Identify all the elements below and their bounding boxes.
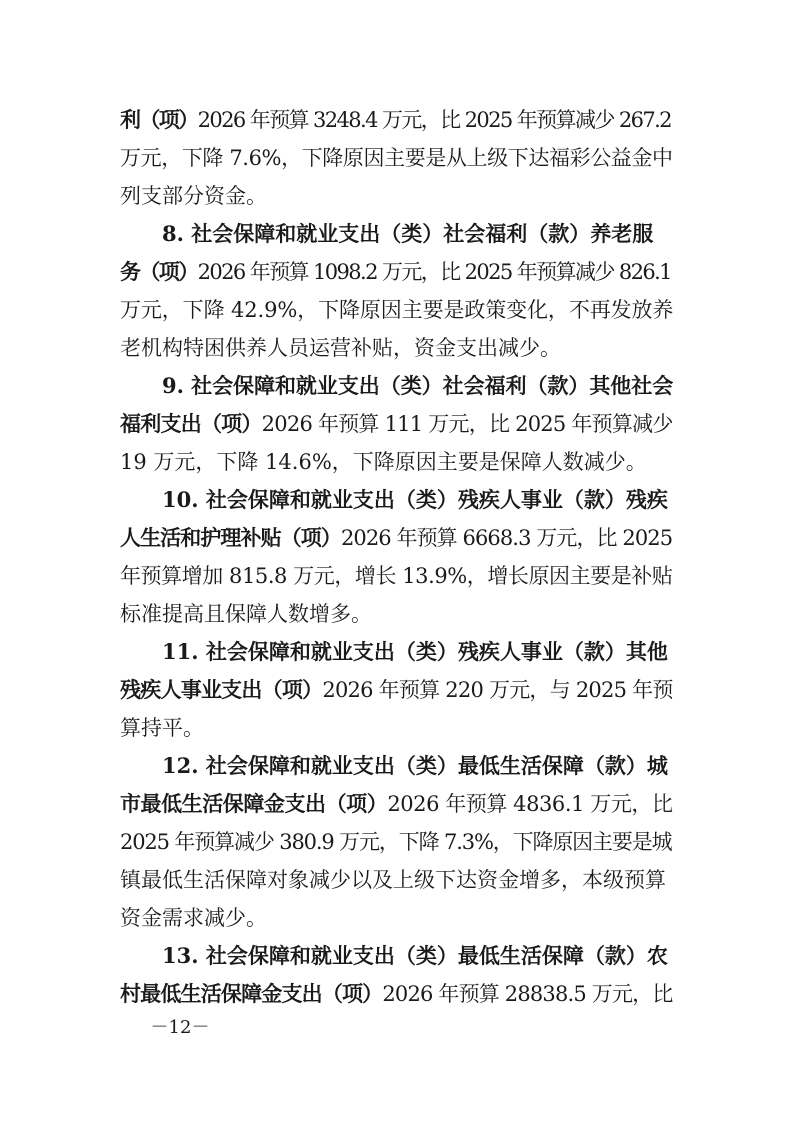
bold-heading: 10. 社会保障和就业支出（类）残疾人事业（款）残疾 xyxy=(162,487,668,512)
text-line xyxy=(120,335,561,361)
text-line xyxy=(120,677,673,703)
text-line xyxy=(120,791,673,817)
text-line xyxy=(120,981,673,1007)
body-text: 老机构特困供养人员运营补贴，资金支出减少。 xyxy=(120,336,561,360)
body-text: 2026 年预算 3248.4 万元，比 2025 年预算减少 267.2 xyxy=(197,108,671,132)
bold-heading: 市最低生活保障金支出（项） xyxy=(120,791,388,816)
text-line xyxy=(162,639,673,665)
body-text: 年预算增加 815.8 万元，增长 13.9%，增长原因主要是补贴 xyxy=(120,564,673,588)
text-line xyxy=(120,259,673,285)
text-line xyxy=(120,601,372,627)
bold-heading: 12. 社会保障和就业支出（类）最低生活保障（款）城 xyxy=(162,753,668,778)
body-text: 2026 年预算 6668.3 万元，比 2025 xyxy=(340,526,673,550)
text-line xyxy=(120,449,647,475)
bold-heading: 人生活和护理补贴（项） xyxy=(120,525,341,550)
body-text: 标准提高且保障人数增多。 xyxy=(120,602,372,626)
bold-heading: 福利支出（项） xyxy=(120,411,262,436)
body-text: 镇最低生活保障对象减少以及上级下达资金增多，本级预算 xyxy=(120,868,666,892)
text-line xyxy=(120,183,267,209)
text-line xyxy=(162,221,673,247)
text-line xyxy=(162,373,673,399)
text-line xyxy=(120,107,673,133)
body-text: 2026 年预算 220 万元，与 2025 年预 xyxy=(322,678,673,702)
bold-heading: 8. 社会保障和就业支出（类）社会福利（款）养老服 xyxy=(162,221,654,246)
bold-heading: 11. 社会保障和就业支出（类）残疾人事业（款）其他 xyxy=(162,639,668,664)
page-number: －12－ xyxy=(150,1017,210,1038)
text-line xyxy=(162,943,673,969)
body-text: 2026 年预算 1098.2 万元，比 2025 年预算减少 826.1 xyxy=(197,260,671,284)
bold-heading: 9. 社会保障和就业支出（类）社会福利（款）其他社会 xyxy=(162,373,674,398)
text-line xyxy=(120,297,673,323)
body-text: 万元，下降 7.6%，下降原因主要是从上级下达福彩公益金中 xyxy=(120,146,673,170)
body-text: 2026 年预算 111 万元，比 2025 年预算减少 xyxy=(261,412,673,436)
bold-heading: 利（项） xyxy=(120,107,198,132)
text-line xyxy=(120,563,673,589)
body-text: 万元，下降 42.9%，下降原因主要是政策变化，不再发放养 xyxy=(120,298,674,322)
body-text: 2026 年预算 4836.1 万元，比 xyxy=(387,792,673,816)
body-text: 资金需求减少。 xyxy=(120,906,267,930)
body-text: 19 万元，下降 14.6%，下降原因主要是保障人数减少。 xyxy=(120,450,647,474)
text-line xyxy=(120,905,267,931)
body-text: 列支部分资金。 xyxy=(120,184,267,208)
bold-heading: 残疾人事业支出（项） xyxy=(120,677,323,702)
bold-heading: 务（项） xyxy=(120,259,198,284)
text-line xyxy=(120,867,673,893)
body-text: 2025 年预算减少 380.9 万元，下降 7.3%，下降原因主要是城 xyxy=(120,830,672,854)
text-line xyxy=(120,525,673,551)
text-line xyxy=(162,487,673,513)
body-text: 2026 年预算 28838.5 万元，比 xyxy=(382,982,673,1006)
bold-heading: 村最低生活保障金支出（项） xyxy=(120,981,383,1006)
text-line xyxy=(120,829,673,855)
body-text: 算持平。 xyxy=(120,716,204,740)
text-line xyxy=(120,715,204,741)
text-line xyxy=(120,411,673,437)
bold-heading: 13. 社会保障和就业支出（类）最低生活保障（款）农 xyxy=(162,943,668,968)
text-line xyxy=(162,753,673,779)
text-line xyxy=(120,145,673,171)
